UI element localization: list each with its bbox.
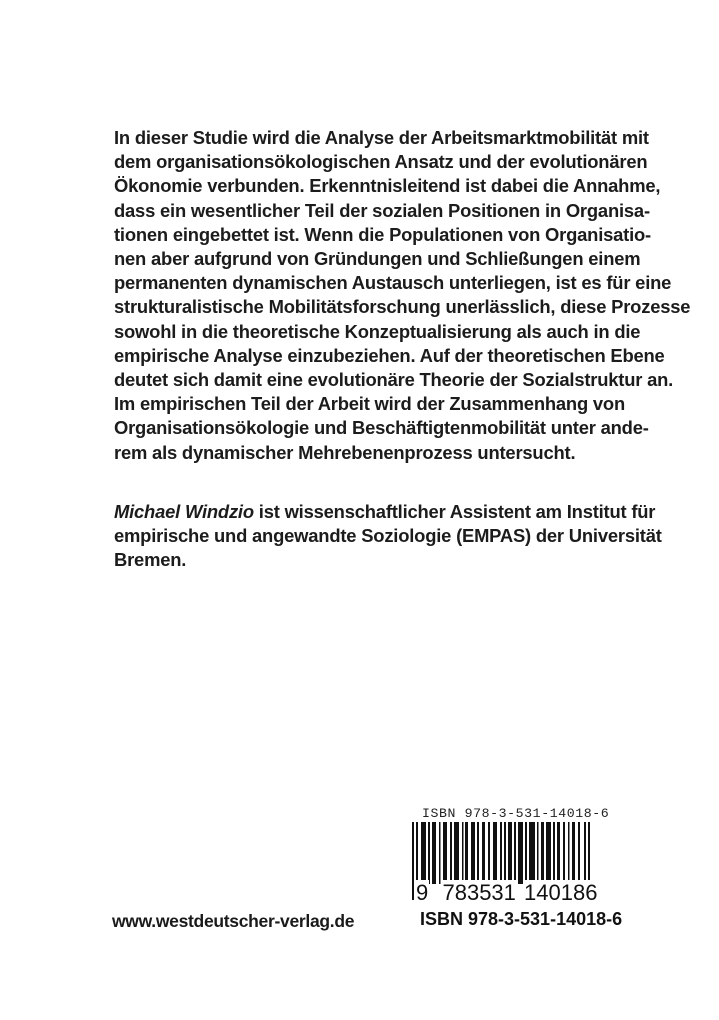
barcode-digit-group-1: 783531 <box>442 880 516 905</box>
blurb-line: Im empirischen Teil der Arbeit wird der Zusammenhang von <box>114 393 626 415</box>
blurb-line: permanenten dynamischen Austausch unterliegen, ist es für eine <box>114 272 672 294</box>
blurb-line: In dieser Studie wird die Analyse der Arbeitsmarktmobilität mit <box>114 127 649 148</box>
blurb-line: nen aber aufgrund von Gründungen und Schließungen einem <box>114 248 641 270</box>
blurb-line: empirische Analyse einzubeziehen. Auf der theoretischen Ebene <box>114 344 665 366</box>
barcode-digits <box>415 880 598 906</box>
author-name: Michael Windzio <box>114 501 254 522</box>
blurb-line: Ökonomie verbunden. Erkenntnisleitend ist dabei die Annahme, <box>114 175 661 197</box>
blurb-line: sowohl in die theoretische Konzeptualisierung als auch in die <box>114 320 641 342</box>
bio-line: Bremen. <box>114 549 187 571</box>
blurb-line: dass ein wesentlicher Teil der sozialen Positionen in Organisa- <box>114 199 650 221</box>
bio-line <box>114 500 656 524</box>
author-bio <box>114 500 662 573</box>
blurb-line: deutet sich damit eine evolutionäre Theorie der Sozialstruktur an. <box>114 369 674 391</box>
bio-text: ist wissenschaftlicher Assistent am Institut für <box>253 501 656 522</box>
blurb-line: tionen eingebettet ist. Wenn die Populationen von Organisatio- <box>114 223 651 245</box>
barcode-digit-prefix: 9 <box>416 880 429 905</box>
blurb-line: rem als dynamischer Mehrebenenprozess untersucht. <box>114 441 576 463</box>
blurb-text <box>114 126 691 465</box>
blurb-line: strukturalistische Mobilitätsforschung unerlässlich, diese Prozesse <box>114 296 691 318</box>
blurb-line: Organisationsökologie und Beschäftigtenmobilität unter ande- <box>114 417 649 439</box>
publisher-url: www.westdeutscher-verlag.de <box>112 911 355 931</box>
barcode-digit-group-2: 140186 <box>524 880 598 905</box>
blurb-line: dem organisationsökologischen Ansatz und der evolutionären <box>114 151 648 173</box>
bio-line: empirische und angewandte Soziologie (EMPAS) der Universität <box>114 525 662 547</box>
isbn-label: ISBN 978-3-531-14018-6 <box>420 909 623 929</box>
barcode-isbn-label: ISBN 978-3-531-14018-6 <box>422 806 610 821</box>
